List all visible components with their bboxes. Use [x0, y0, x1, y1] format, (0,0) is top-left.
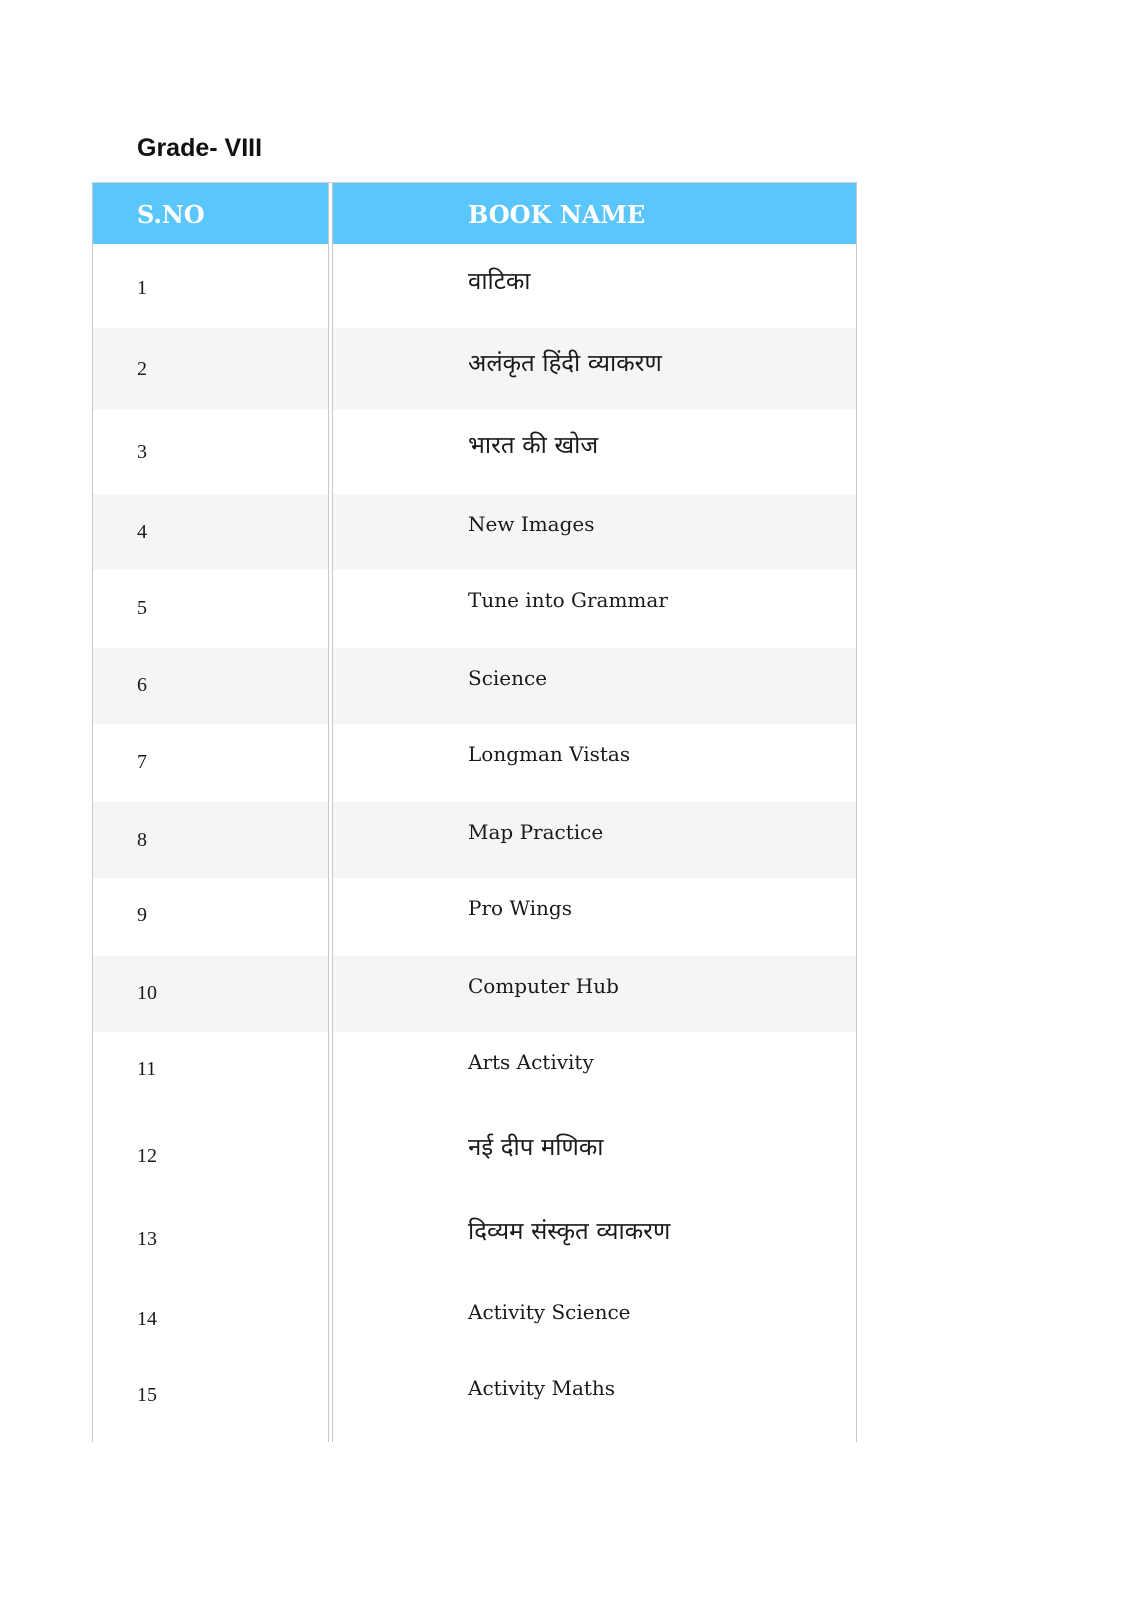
table-row	[92, 878, 857, 956]
table-top-border	[92, 182, 857, 183]
table-row	[92, 1356, 857, 1442]
row-book-name: Computer Hub	[468, 974, 619, 998]
table-row	[92, 1278, 857, 1356]
row-sno: 8	[137, 829, 147, 851]
table-row	[92, 1032, 857, 1112]
table-row	[92, 570, 857, 648]
row-book-name: Activity Maths	[468, 1376, 616, 1400]
table-row	[92, 724, 857, 802]
column-divider	[332, 182, 333, 1442]
table-row	[92, 956, 857, 1032]
table-row	[92, 1112, 857, 1196]
row-sno: 12	[137, 1145, 157, 1167]
row-book-name: Science	[468, 666, 548, 690]
table-row	[92, 494, 857, 570]
book-list-table	[92, 182, 857, 1442]
row-book-name: वाटिका	[468, 267, 531, 295]
header-cell-sno	[93, 182, 328, 244]
table-row	[92, 648, 857, 724]
header-cell-book-name	[333, 182, 856, 244]
row-book-name: Longman Vistas	[468, 742, 631, 766]
row-book-name: New Images	[468, 512, 595, 536]
row-sno: 7	[137, 751, 147, 773]
column-divider	[328, 182, 329, 1442]
row-book-name: Arts Activity	[468, 1050, 594, 1074]
row-sno: 15	[137, 1384, 157, 1406]
row-sno: 11	[137, 1058, 157, 1080]
row-sno: 3	[137, 441, 147, 463]
row-sno: 4	[137, 521, 147, 543]
table-row	[92, 1196, 857, 1278]
row-sno: 14	[137, 1308, 157, 1330]
header-sno-label: S.NO	[137, 200, 205, 229]
row-sno: 5	[137, 597, 147, 619]
page-title: Grade- VIII	[137, 134, 263, 162]
row-book-name: Pro Wings	[468, 896, 572, 920]
row-sno: 13	[137, 1228, 157, 1250]
row-book-name: Tune into Grammar	[468, 588, 668, 612]
row-book-name: नई दीप मणिका	[468, 1133, 604, 1161]
table-row	[92, 410, 857, 494]
row-book-name: दिव्यम संस्कृत व्याकरण	[468, 1217, 671, 1245]
table-row	[92, 244, 857, 328]
table-right-border	[856, 182, 857, 1442]
row-sno: 10	[137, 982, 157, 1004]
row-book-name: Activity Science	[468, 1300, 631, 1324]
row-sno: 6	[137, 674, 147, 696]
table-row	[92, 802, 857, 878]
row-sno: 2	[137, 358, 147, 380]
table-row	[92, 328, 857, 410]
row-book-name: भारत की खोज	[468, 431, 599, 459]
row-sno: 1	[137, 277, 147, 299]
table-header-row	[92, 182, 857, 244]
row-sno: 9	[137, 904, 147, 926]
table-left-border	[92, 182, 93, 1442]
row-book-name: अलंकृत हिंदी व्याकरण	[468, 349, 662, 377]
header-book-name-label: BOOK NAME	[468, 200, 646, 229]
row-book-name: Map Practice	[468, 820, 604, 844]
